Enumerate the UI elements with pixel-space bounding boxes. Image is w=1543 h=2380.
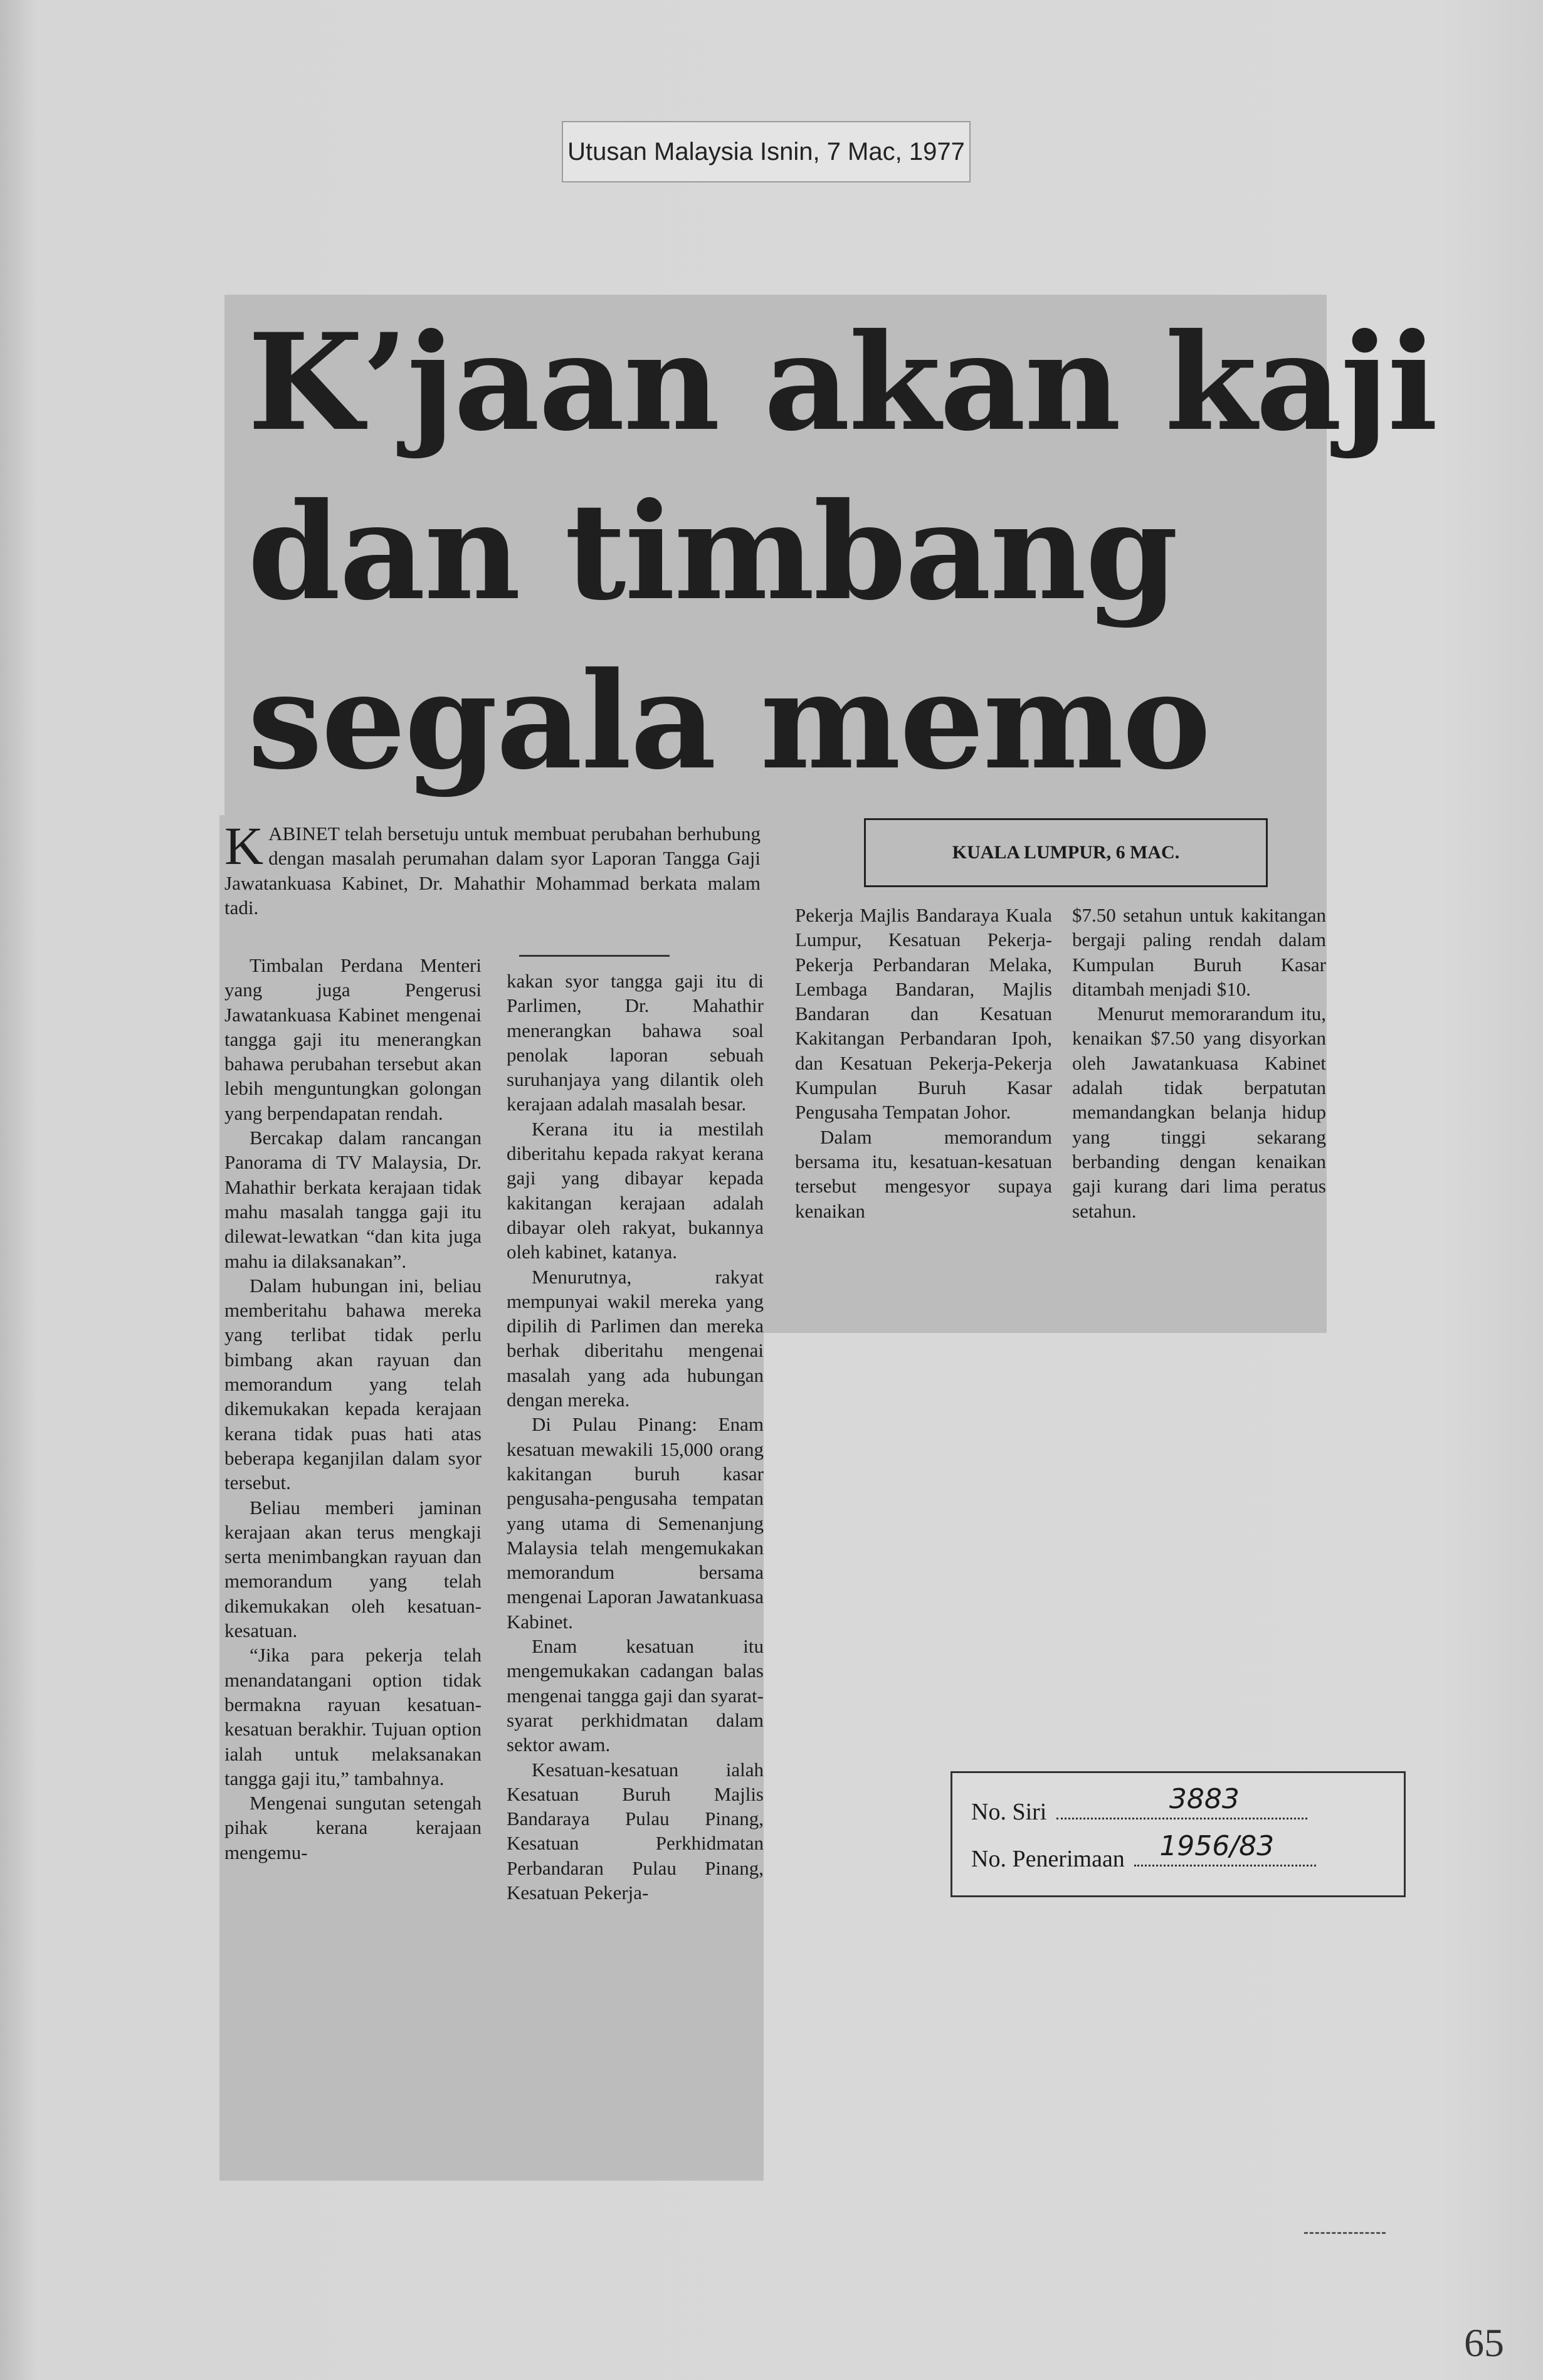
paragraph: $7.50 setahun untuk kakitangan bergaji paling rendah dalam Kumpulan Buruh Kasar ditambah menjadi $10. bbox=[1072, 904, 1326, 1000]
stamp-penerimaan-row bbox=[971, 1830, 1316, 1873]
headline-line-2: dan timbang bbox=[248, 473, 1177, 629]
paragraph: Mengenai sungutan setengah pihak kerana kerajaan mengemu- bbox=[224, 1792, 482, 1863]
column-rule bbox=[519, 955, 670, 957]
penerimaan-value: 1956/83 bbox=[1159, 1830, 1275, 1862]
headline-line-1: K’jaan akan kaji bbox=[248, 304, 1437, 460]
page-number: 65 bbox=[1464, 2320, 1504, 2365]
siri-value: 3883 bbox=[1169, 1783, 1240, 1815]
paragraph: Beliau memberi jaminan kerajaan akan terus mengkaji serta menimbangkan rayuan dan memorandum yang telah dikemukakan oleh kesatuan-kesatuan. bbox=[224, 1496, 482, 1642]
paragraph: Menurutnya, rakyat mempunyai wakil mereka yang dipilih di Parlimen dan mereka berhak diberitahu mengenai masalah yang ada hubungan dengan mereka. bbox=[507, 1265, 764, 1411]
paragraph: Dalam hubungan ini, beliau memberitahu bahawa mereka yang terlibat tidak perlu bimbang akan rayuan dan memorandum yang telah dikemukakan kepada kerajaan kerana tidak puas hati atas beberapa keganjilan dalam syor tersebut. bbox=[224, 1274, 482, 1494]
dateline-box: KUALA LUMPUR, 6 MAC. bbox=[864, 818, 1268, 887]
paragraph: Di Pulau Pinang: Enam kesatuan mewakili 15,000 orang kakitangan buruh kasar pengusaha-pengusaha tempatan yang utama di Semenanjung Malaysia telah mengemukakan memorandum bersama mengenai Laporan Jawatankuasa Kabinet. bbox=[507, 1413, 764, 1633]
siri-field bbox=[1056, 1783, 1307, 1819]
paragraph: Kerana itu ia mestilah diberitahu kepada rakyat kerana gaji yang dibayar kepada kakitangan kerajaan adalah dibayar oleh rakyat, bukannya oleh kabinet, katanya. bbox=[507, 1117, 764, 1263]
paragraph: Kesatuan-kesatuan ialah Kesatuan Buruh Majlis Bandaraya Pulau Pinang, Kesatuan Perkhidmatan Perbandaran Pulau Pinang, Kesatuan Pekerja- bbox=[507, 1758, 764, 1903]
paragraph: Dalam memorandum bersama itu, kesatuan-kesatuan tersebut mengesyor supaya kenaikan bbox=[795, 1125, 1052, 1222]
siri-label: No. Siri bbox=[971, 1799, 1047, 1825]
article-intro bbox=[224, 816, 761, 920]
paragraph: Menurut memorarandum itu, kenaikan $7.50 yang disyorkan oleh Jawatankuasa Kabinet adalah tidak berpatutan memandangkan belanja hidup yang tinggi sekarang berbanding dengan kenaikan gaji kurang dari lima peratus setahun. bbox=[1072, 1003, 1326, 1222]
source-caption: Utusan Malaysia Isnin, 7 Mac, 1977 bbox=[562, 121, 971, 182]
headline-line-3: segala memo bbox=[248, 643, 1210, 799]
article-headline bbox=[248, 298, 1437, 806]
paragraph: Enam kesatuan itu mengemukakan cadangan balas mengenai tangga gaji dan syarat-syarat perkhidmatan dalam sektor awam. bbox=[507, 1635, 764, 1756]
paragraph: kakan syor tangga gaji itu di Parlimen, Dr. Mahathir menerangkan bahawa soal penolak laporan sebuah suruhanjaya yang dilantik oleh kerajaan adalah masalah besar. bbox=[507, 970, 764, 1115]
article-column-3 bbox=[795, 903, 1052, 1223]
intro-text: ABINET telah bersetuju untuk membuat perubahan berhubung dengan masalah perumahan dalam syor Laporan Tangga Gaji Jawatankuasa Kabinet, Dr. Mahathir Mohammad berkata malam tadi. bbox=[224, 823, 761, 919]
paragraph: Pekerja Majlis Bandaraya Kuala Lumpur, Kesatuan Pekerja-Pekerja Perbandaran Melaka, Lembaga Bandaran, Majlis Bandaran dan Kesatuan Kakitangan Perbandaran Ipoh, dan Kesatuan Pekerja-Pekerja Kumpulan Buruh Kasar Pengusaha Tempatan Johor. bbox=[795, 904, 1052, 1124]
paragraph: “Jika para pekerja telah menandatangani option tidak bermakna rayuan kesatuan-kesatuan berakhir. Tujuan option ialah untuk melaksanakan tangga gaji itu,” tambahnya. bbox=[224, 1644, 482, 1789]
archive-stamp bbox=[951, 1771, 1406, 1897]
drop-cap: K bbox=[224, 816, 264, 876]
article-column-2 bbox=[507, 969, 764, 1905]
article-column-1 bbox=[224, 953, 482, 1865]
paragraph: Timbalan Perdana Menteri yang juga Pengerusi Jawatankuasa Kabinet mengenai tangga gaji itu menerangkan bahawa perubahan tersebut akan lebih menguntungkan golongan yang berpendapatan rendah. bbox=[224, 954, 482, 1124]
stamp-siri-row bbox=[971, 1783, 1307, 1826]
penerimaan-label: No. Penerimaan bbox=[971, 1846, 1125, 1872]
article-column-4 bbox=[1072, 903, 1326, 1223]
paragraph: Bercakap dalam rancangan Panorama di TV Malaysia, Dr. Mahathir berkata kerajaan tidak mahu masalah tangga gaji itu dilewat-lewatkan “dan kita juga mahu ia dilaksanakan”. bbox=[224, 1127, 482, 1272]
pencil-dash-mark bbox=[1304, 2232, 1386, 2234]
penerimaan-field bbox=[1134, 1830, 1316, 1867]
